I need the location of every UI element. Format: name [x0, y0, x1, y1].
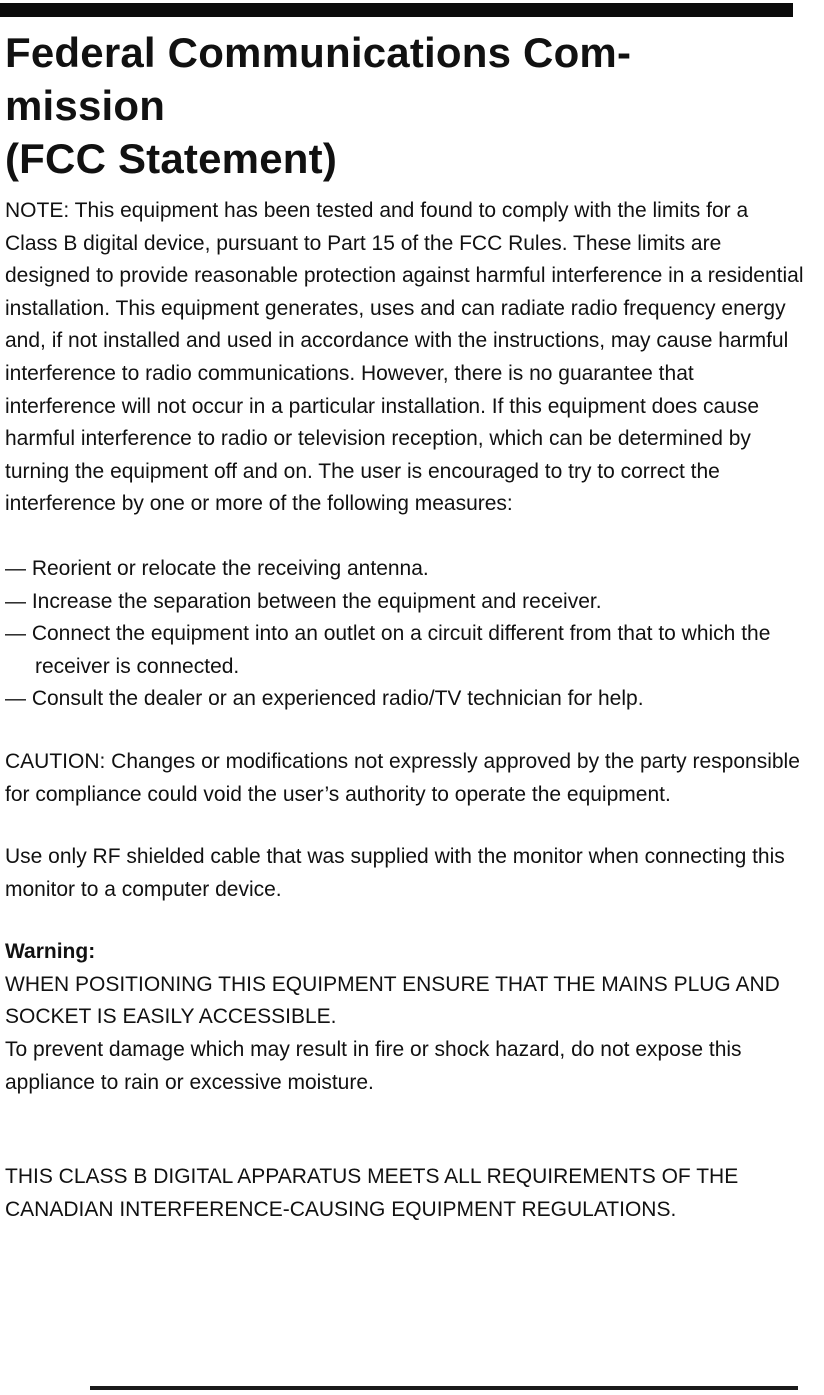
measures-list	[5, 553, 805, 716]
note-paragraph: NOTE: This equipment has been tested and found to comply with the limits for a Class B digital device, pursuant to Part 15 of the FCC Rules. These limits are designed to provide reasonable protection against harmful interference in a residential installation. This equipment generates, uses and can radiate radio frequency energy and, if not installed and used in accordance with the instructions, may cause harmful interference to radio communications. However, there is no guarantee that interference will not occur in a particular installation. If this equipment does cause harmful interference to radio or television reception, which can be determined by turning the equipment off and on. The user is encouraged to try to correct the interference by one or more of the following measures:	[5, 199, 804, 516]
measure-item: — Connect the equipment into an outlet on a circuit different from that to which the receiver is connected.	[5, 622, 771, 678]
cable-paragraph: Use only RF shielded cable that was supplied with the monitor when connecting this monitor to a computer device.	[5, 845, 785, 901]
bottom-rule	[90, 1386, 798, 1390]
page-title	[5, 26, 805, 185]
warning-section	[5, 936, 805, 1099]
warning-heading: Warning:	[5, 940, 96, 964]
title-line-2: mission	[5, 82, 166, 129]
measure-item: — Increase the separation between the equipment and receiver.	[5, 589, 602, 613]
warning-accessible-text: WHEN POSITIONING THIS EQUIPMENT ENSURE THAT THE MAINS PLUG AND SOCKET IS EASILY ACCESSIBLE.	[5, 972, 780, 1029]
measure-item: — Consult the dealer or an experienced radio/TV technician for help.	[5, 687, 644, 711]
document-page	[5, 26, 805, 1226]
title-line-1: Federal Communications Com-	[5, 29, 632, 76]
caution-paragraph: CAUTION: Changes or modifications not expressly approved by the party responsible for compliance could void the user’s authority to operate the equipment.	[5, 749, 800, 806]
canadian-compliance-paragraph: THIS CLASS B DIGITAL APPARATUS MEETS ALL REQUIREMENTS OF THE CANADIAN INTERFERENCE-CAUSING EQUIPMENT REGULATIONS.	[5, 1165, 739, 1221]
warning-moisture-text: To prevent damage which may result in fire or shock hazard, do not expose this appliance to rain or excessive moisture.	[5, 1038, 742, 1094]
title-line-3: (FCC Statement)	[5, 135, 338, 182]
measure-item: — Reorient or relocate the receiving antenna.	[5, 556, 429, 580]
top-rule	[0, 3, 793, 17]
